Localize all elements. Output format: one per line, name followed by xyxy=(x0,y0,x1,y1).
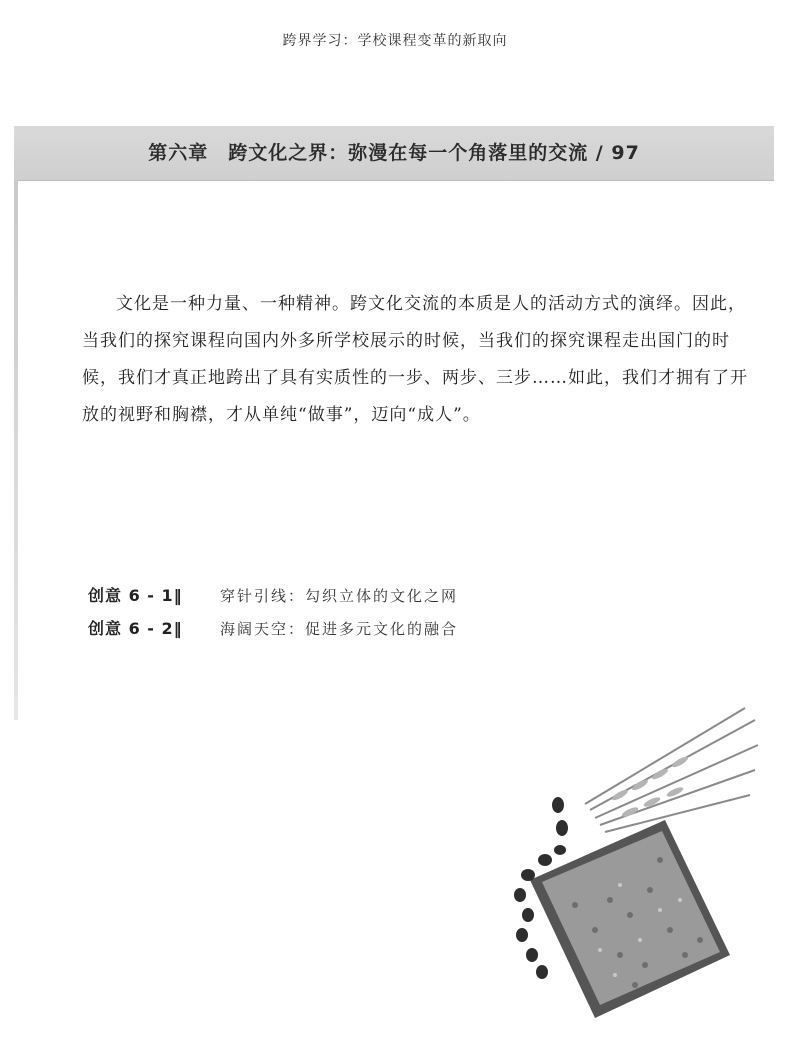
wheat-stalks-icon xyxy=(585,708,758,832)
section-title: 穿针引线：勾织立体的文化之网 xyxy=(220,587,459,605)
section-number: 创意 6 - 2‖ xyxy=(88,619,183,638)
section-title: 海阔天空：促进多元文化的融合 xyxy=(220,620,459,638)
grain-tray-illustration xyxy=(500,700,760,1030)
section-item xyxy=(88,583,458,616)
intro-paragraph: 文化是一种力量、一种精神。跨文化交流的本质是人的活动方式的演绎。因此，当我们的探究课程向国内外多所学校展示的时候，当我们的探究课程走出国门的时候，我们才真正地跨出了具有实质性的一步、两步、三步……如此，我们才拥有了开放的视野和胸襟，才从单纯“做事”，迈向“成人”。 xyxy=(82,294,748,425)
section-item xyxy=(88,616,458,649)
section-number: 创意 6 - 1‖ xyxy=(88,586,183,605)
chapter-title: 第六章 跨文化之界：弥漫在每一个角落里的交流 / 97 xyxy=(148,142,640,164)
chapter-banner xyxy=(14,126,774,181)
section-list xyxy=(88,583,458,649)
running-header: 跨界学习：学校课程变革的新取向 xyxy=(282,33,508,49)
left-margin-rule xyxy=(14,180,18,720)
